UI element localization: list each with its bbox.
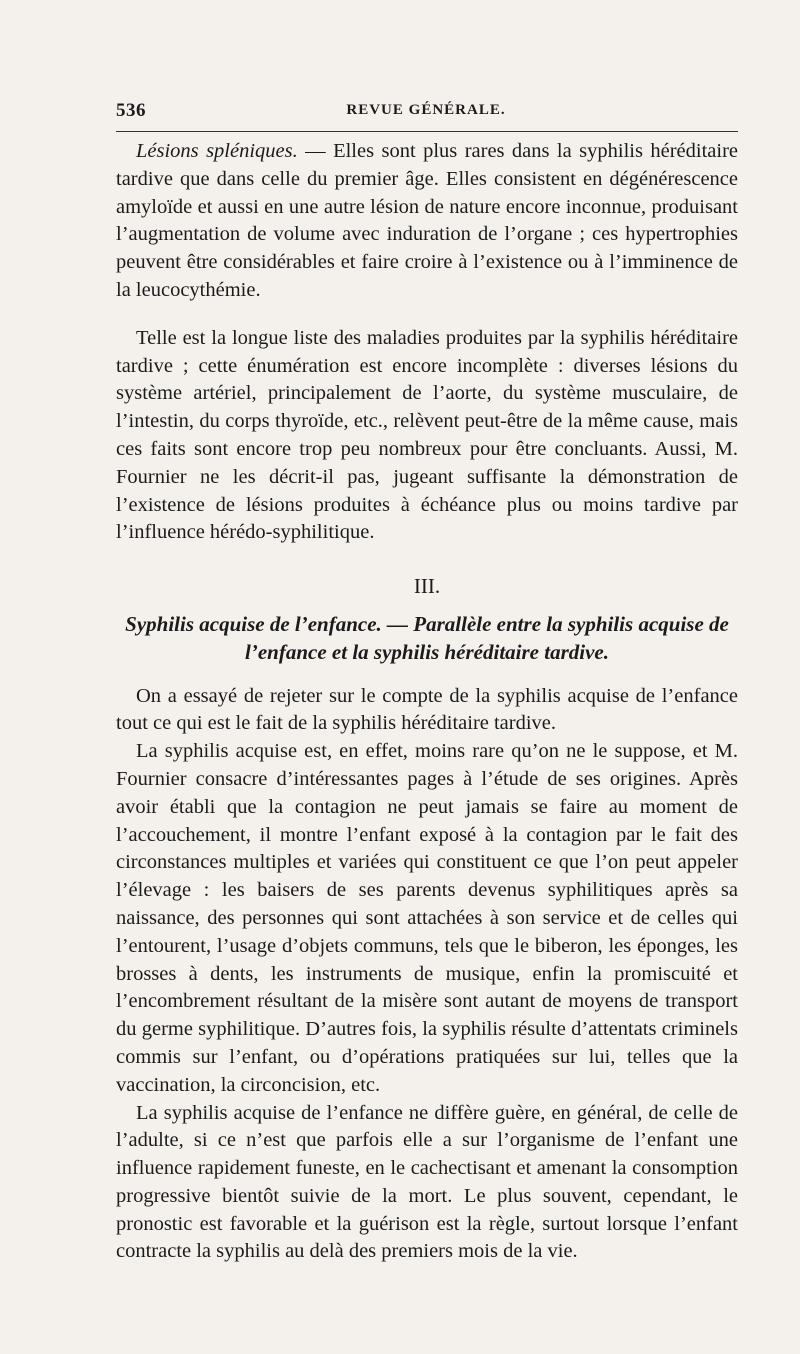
header-rule <box>116 131 738 132</box>
running-title: REVUE GÉNÉRALE. <box>346 102 506 118</box>
paragraph-gap <box>116 547 738 567</box>
page-number: 536 <box>116 100 146 121</box>
paragraph-splenic-lesions <box>116 138 738 305</box>
paragraph-text: — Elles sont plus rares dans la syphilis héréditaire tardive que dans celle du premier âge. Elles consistent en dégénérescence amyloïde et aussi en une autre lésion de nature encore inconnue, produisant l’augmentation de volume avec induration de l’organe ; ces hypertrophies peuvent être considérables et faire croire à l’existence ou à l’imminence de la leucocythémie. <box>116 140 738 301</box>
paragraph-list-summary: Telle est la longue liste des maladies produites par la syphilis héréditaire tardive ; cette énumération est encore incomplète : diverses lésions du système artériel, principalement de l’aorte, du système musculaire, de l’intestin, du corps thyroïde, etc., relèvent peut-être de la même cause, mais ces faits sont encore trop peu nombreux pour être concluants. Aussi, M. Fournier ne les décrit-il pas, jugeant suffisante la démonstration de l’existence de lésions produites à échéance plus ou moins tardive par l’influence hérédo-syphilitique. <box>116 326 738 544</box>
paragraph-intro: On a essayé de rejeter sur le compte de la syphilis acquise de l’enfance tout ce qui est le fait de la syphilis héréditaire tardive. <box>116 684 738 735</box>
section-title-line: Syphilis acquise de l’enfance. — Parallèle entre la syphilis acquise de <box>125 611 729 636</box>
section-title <box>116 611 738 667</box>
paragraph-gap <box>116 305 738 325</box>
paragraph-lead-title: Lésions spléniques. <box>136 140 298 162</box>
paragraph-prognosis: La syphilis acquise de l’enfance ne diffère guère, en général, de celle de l’adulte, si ce n’est que parfois elle a sur l’organisme de l’enfant une influence rapidement funeste, en le cachectisant et amenant la consomption progressive bientôt suivie de la mort. Le plus souvent, cependant, le pronostic est favorable et la guérison est la règle, surtout lorsque l’enfant contracte la syphilis au delà des premiers mois de la vie. <box>116 1101 738 1263</box>
page-body <box>116 138 738 1266</box>
paragraph-acquired-syphilis: La syphilis acquise est, en effet, moins rare qu’on ne le suppose, et M. Fournier consacre d’intéressantes pages à l’étude de ses origines. Après avoir établi que la contagion ne peut jamais se faire au moment de l’accouchement, il montre l’enfant exposé à la contagion par le fait des circonstances multiples et variées qui constituent ce que l’on peut appeler l’élevage : les baisers de ses parents devenus syphilitiques après sa naissance, des personnes qui sont attachées à son service et de celles qui l’entourent, l’usage d’objets communs, tels que le biberon, les éponges, les brosses à dents, les instruments de musique, enfin la promiscuité et l’encombrement résultant de la misère sont autant de moyens de transport du germe syphilitique. D’autres fois, la syphilis résulte d’attentats criminels commis sur l’enfant, ou d’opérations pratiquées sur lui, telles que la vaccination, la circoncision, etc. <box>116 740 738 1096</box>
page-header <box>116 100 736 126</box>
section-number: III. <box>413 574 441 599</box>
section-title-line: l’enfance et la syphilis héréditaire tardive. <box>245 639 609 664</box>
